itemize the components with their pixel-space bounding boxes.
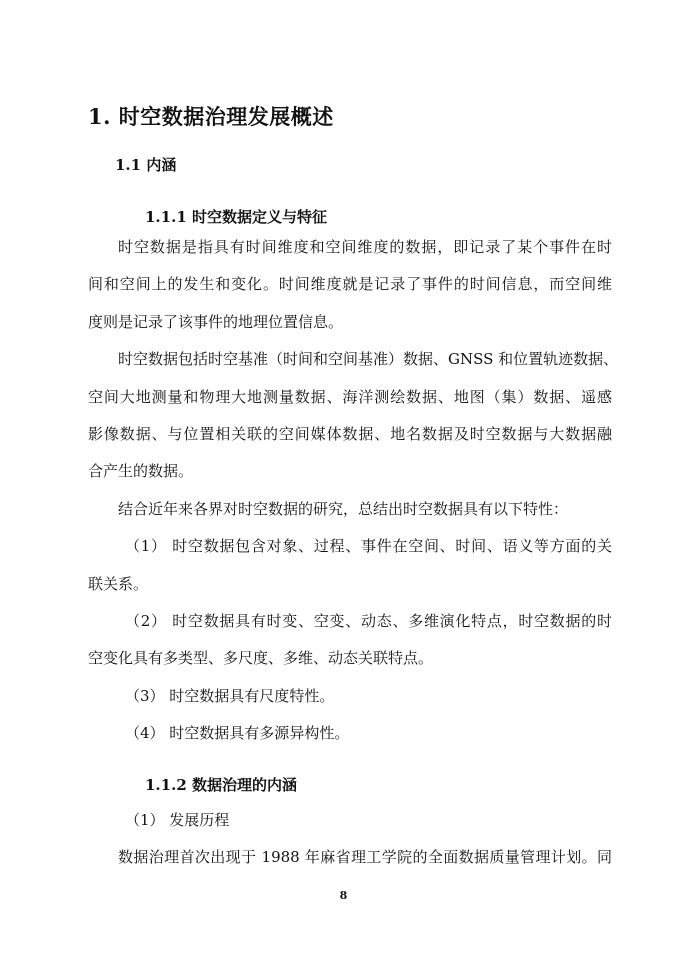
section-heading-1-1: 1.1 内涵 xyxy=(115,156,177,174)
body-text-block-2 xyxy=(88,802,612,877)
body-text-block-1 xyxy=(88,229,619,752)
paragraph-line: 时空数据是指具有时间维度和空间维度的数据，即记录了某个事件在时 xyxy=(118,238,612,256)
page-number: 8 xyxy=(339,889,348,902)
list-item-line: （1） 发展历程 xyxy=(125,811,230,829)
list-item-line: （1） 时空数据包含对象、过程、事件在空间、时间、语义等方面的关 xyxy=(125,537,612,556)
paragraph-line: 度则是记录了该事件的地理位置信息。 xyxy=(88,312,344,331)
list-item-line: 联关系。 xyxy=(88,574,149,593)
section-heading-1-1-2: 1.1.2 数据治理的内涵 xyxy=(145,776,297,794)
list-item-line: （3） 时空数据具有尺度特性。 xyxy=(125,686,335,705)
list-item-line: （4） 时空数据具有多源异构性。 xyxy=(125,724,350,743)
list-item-line: 空变化具有多类型、多尺度、多维、动态关联特点。 xyxy=(88,649,434,668)
paragraph-line: 时空数据包括时空基准（时间和空间基准）数据、GNSS 和位置轨迹数据、 xyxy=(118,350,619,369)
section-heading-1-1-1: 1.1.1 时空数据定义与特征 xyxy=(145,208,327,226)
paragraph-line: 结合近年来各界对时空数据的研究，总结出时空数据具有以下特性： xyxy=(118,499,569,518)
paragraph-line: 合产生的数据。 xyxy=(88,462,194,481)
paragraph-line: 空间大地测量和物理大地测量数据、海洋测绘数据、地图（集）数据、遥感 xyxy=(88,387,612,406)
section-heading-1: 1. 时空数据治理发展概述 xyxy=(88,104,334,129)
paragraph-line: 数据治理首次出现于 1988 年麻省理工学院的全面数据质量管理计划。同 xyxy=(118,848,612,867)
paragraph-line: 间和空间上的发生和变化。时间维度就是记录了事件的时间信息，而空间维 xyxy=(88,275,612,294)
paragraph-line: 影像数据、与位置相关联的空间媒体数据、地名数据及时空数据与大数据融 xyxy=(88,424,612,443)
list-item-line: （2） 时空数据具有时变、空变、动态、多维演化特点，时空数据的时 xyxy=(125,611,612,630)
